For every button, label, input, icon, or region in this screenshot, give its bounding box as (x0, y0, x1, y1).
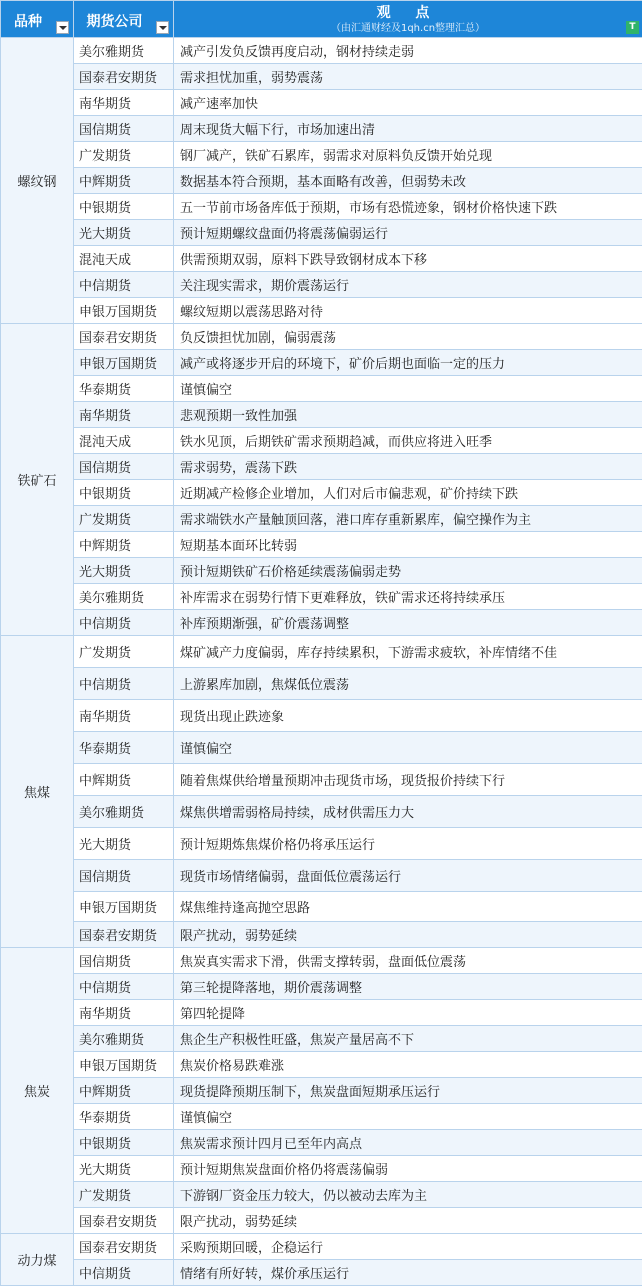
company-cell: 混沌天成 (74, 428, 174, 454)
opinion-cell: 情绪有所好转，煤价承压运行 (174, 1260, 642, 1286)
company-cell: 南华期货 (74, 700, 174, 732)
company-cell: 中辉期货 (74, 532, 174, 558)
table-row (1, 480, 642, 506)
opinion-cell: 焦炭真实需求下滑，供需支撑转弱，盘面低位震荡 (174, 948, 642, 974)
table-row (1, 90, 642, 116)
company-cell: 国泰君安期货 (74, 324, 174, 350)
table-row (1, 668, 642, 700)
company-cell: 申银万国期货 (74, 1052, 174, 1078)
company-cell: 美尔雅期货 (74, 38, 174, 64)
opinion-cell: 铁水见顶，后期铁矿需求预期趋减，而供应将进入旺季 (174, 428, 642, 454)
company-cell: 国信期货 (74, 948, 174, 974)
company-cell: 中辉期货 (74, 764, 174, 796)
header-category-label: 品种 (1, 11, 55, 31)
category-cell: 焦煤 (1, 636, 74, 948)
opinion-cell: 近期减产检修企业增加，人们对后市偏悲观，矿价持续下跌 (174, 480, 642, 506)
table-row (1, 948, 642, 974)
table-row (1, 1182, 642, 1208)
table-row (1, 584, 642, 610)
opinion-cell: 预计短期炼焦煤价格仍将承压运行 (174, 828, 642, 860)
header-row (1, 1, 642, 38)
opinion-cell: 煤焦供增需弱格局持续，成材供需压力大 (174, 796, 642, 828)
category-cell: 焦炭 (1, 948, 74, 1234)
company-cell: 广发期货 (74, 636, 174, 668)
company-cell: 光大期货 (74, 220, 174, 246)
table-row (1, 142, 642, 168)
opinion-cell: 预计短期铁矿石价格延续震荡偏弱走势 (174, 558, 642, 584)
table-row (1, 298, 642, 324)
company-cell: 中银期货 (74, 1130, 174, 1156)
opinion-cell: 谨慎偏空 (174, 732, 642, 764)
table-row (1, 636, 642, 668)
company-cell: 国泰君安期货 (74, 1234, 174, 1260)
table-row (1, 922, 642, 948)
company-cell: 申银万国期货 (74, 892, 174, 922)
opinion-cell: 周末现货大幅下行，市场加速出清 (174, 116, 642, 142)
company-cell: 中信期货 (74, 272, 174, 298)
company-cell: 华泰期货 (74, 376, 174, 402)
table-row (1, 892, 642, 922)
table-row (1, 974, 642, 1000)
opinion-cell: 五一节前市场备库低于预期，市场有恐慌迹象，钢材价格快速下跌 (174, 194, 642, 220)
opinion-cell: 采购预期回暖，企稳运行 (174, 1234, 642, 1260)
opinion-cell: 需求担忧加重，弱势震荡 (174, 64, 642, 90)
opinion-cell: 钢厂减产，铁矿石累库，弱需求对原料负反馈开始兑现 (174, 142, 642, 168)
table-row (1, 532, 642, 558)
opinion-cell: 供需预期双弱，原料下跌导致钢材成本下移 (174, 246, 642, 272)
table-row (1, 272, 642, 298)
opinion-cell: 现货出现止跌迹象 (174, 700, 642, 732)
category-cell: 动力煤 (1, 1234, 74, 1286)
company-cell: 光大期货 (74, 558, 174, 584)
company-cell: 广发期货 (74, 1182, 174, 1208)
table-row (1, 1104, 642, 1130)
company-cell: 中信期货 (74, 1260, 174, 1286)
company-cell: 中信期货 (74, 668, 174, 700)
table-body (1, 38, 642, 1286)
company-cell: 国信期货 (74, 116, 174, 142)
opinion-cell: 需求弱势，震荡下跌 (174, 454, 642, 480)
filter-dropdown-icon[interactable] (156, 21, 169, 34)
opinion-cell: 数据基本符合预期，基本面略有改善，但弱势未改 (174, 168, 642, 194)
table-row (1, 700, 642, 732)
table-row (1, 38, 642, 64)
opinion-cell: 现货提降预期压制下，焦炭盘面短期承压运行 (174, 1078, 642, 1104)
opinion-cell: 谨慎偏空 (174, 376, 642, 402)
table-row (1, 376, 642, 402)
table-row (1, 558, 642, 584)
table-row (1, 454, 642, 480)
table-row (1, 116, 642, 142)
company-cell: 中信期货 (74, 974, 174, 1000)
table-row (1, 194, 642, 220)
opinion-cell: 螺纹短期以震荡思路对待 (174, 298, 642, 324)
table-row (1, 246, 642, 272)
opinion-cell: 短期基本面环比转弱 (174, 532, 642, 558)
opinion-cell: 悲观预期一致性加强 (174, 402, 642, 428)
company-cell: 申银万国期货 (74, 298, 174, 324)
category-cell: 铁矿石 (1, 324, 74, 636)
opinion-cell: 负反馈担忧加剧，偏弱震荡 (174, 324, 642, 350)
table-row (1, 1156, 642, 1182)
company-cell: 南华期货 (74, 402, 174, 428)
company-cell: 国泰君安期货 (74, 1208, 174, 1234)
table-row (1, 764, 642, 796)
table-row (1, 324, 642, 350)
opinion-cell: 减产速率加快 (174, 90, 642, 116)
table-row (1, 1208, 642, 1234)
header-category (1, 1, 74, 38)
company-cell: 中信期货 (74, 610, 174, 636)
opinion-cell: 现货市场情绪偏弱，盘面低位震荡运行 (174, 860, 642, 892)
opinion-cell: 下游钢厂资金压力较大，仍以被动去库为主 (174, 1182, 642, 1208)
opinion-cell: 限产扰动，弱势延续 (174, 922, 642, 948)
company-cell: 广发期货 (74, 142, 174, 168)
table-row (1, 1130, 642, 1156)
filter-text-icon[interactable]: T (626, 21, 639, 34)
table-row (1, 1026, 642, 1052)
table-row (1, 828, 642, 860)
table-row (1, 220, 642, 246)
header-opinion-title: 观 点 (377, 5, 440, 21)
table-row (1, 610, 642, 636)
company-cell: 中银期货 (74, 194, 174, 220)
company-cell: 混沌天成 (74, 246, 174, 272)
company-cell: 华泰期货 (74, 732, 174, 764)
table-row (1, 732, 642, 764)
table-row (1, 428, 642, 454)
company-cell: 国泰君安期货 (74, 922, 174, 948)
company-cell: 国信期货 (74, 454, 174, 480)
header-opinion-subtitle: （由汇通财经及1qh.cn整理汇总） (331, 23, 485, 34)
table-row (1, 402, 642, 428)
opinion-cell: 减产引发负反馈再度启动，钢材持续走弱 (174, 38, 642, 64)
table-row (1, 796, 642, 828)
company-cell: 南华期货 (74, 90, 174, 116)
opinion-cell: 焦炭价格易跌难涨 (174, 1052, 642, 1078)
company-cell: 美尔雅期货 (74, 1026, 174, 1052)
opinion-cell: 谨慎偏空 (174, 1104, 642, 1130)
opinion-cell: 焦企生产积极性旺盛，焦炭产量居高不下 (174, 1026, 642, 1052)
opinion-cell: 第三轮提降落地，期价震荡调整 (174, 974, 642, 1000)
company-cell: 美尔雅期货 (74, 796, 174, 828)
opinion-cell: 限产扰动，弱势延续 (174, 1208, 642, 1234)
company-cell: 国信期货 (74, 860, 174, 892)
company-cell: 南华期货 (74, 1000, 174, 1026)
company-cell: 中辉期货 (74, 168, 174, 194)
company-cell: 光大期货 (74, 828, 174, 860)
table-row (1, 350, 642, 376)
opinion-cell: 焦炭需求预计四月已至年内高点 (174, 1130, 642, 1156)
opinion-cell: 煤矿减产力度偏弱，库存持续累积，下游需求疲软，补库情绪不佳 (174, 636, 642, 668)
filter-dropdown-icon[interactable] (56, 21, 69, 34)
opinion-cell: 煤焦维持逢高抛空思路 (174, 892, 642, 922)
header-opinion (174, 1, 642, 38)
header-company-label: 期货公司 (74, 11, 155, 31)
company-cell: 中银期货 (74, 480, 174, 506)
opinion-cell: 上游累库加剧，焦煤低位震荡 (174, 668, 642, 700)
table-row (1, 168, 642, 194)
table-row (1, 860, 642, 892)
company-cell: 美尔雅期货 (74, 584, 174, 610)
opinion-cell: 补库需求在弱势行情下更难释放，铁矿需求还将持续承压 (174, 584, 642, 610)
opinion-cell: 预计短期螺纹盘面仍将震荡偏弱运行 (174, 220, 642, 246)
table-row (1, 1052, 642, 1078)
opinion-cell: 第四轮提降 (174, 1000, 642, 1026)
company-cell: 光大期货 (74, 1156, 174, 1182)
company-cell: 华泰期货 (74, 1104, 174, 1130)
company-cell: 申银万国期货 (74, 350, 174, 376)
opinion-cell: 预计短期焦炭盘面价格仍将震荡偏弱 (174, 1156, 642, 1182)
opinion-cell: 需求端铁水产量触顶回落，港口库存重新累库，偏空操作为主 (174, 506, 642, 532)
table-row (1, 1234, 642, 1260)
table-row (1, 1078, 642, 1104)
company-cell: 广发期货 (74, 506, 174, 532)
opinion-cell: 补库预期渐强，矿价震荡调整 (174, 610, 642, 636)
company-cell: 中辉期货 (74, 1078, 174, 1104)
table-row (1, 1000, 642, 1026)
opinion-cell: 随着焦煤供给增量预期冲击现货市场，现货报价持续下行 (174, 764, 642, 796)
table-row (1, 64, 642, 90)
table-row (1, 506, 642, 532)
header-company (74, 1, 174, 38)
opinion-cell: 关注现实需求，期价震荡运行 (174, 272, 642, 298)
opinion-cell: 减产或将逐步开启的环境下，矿价后期也面临一定的压力 (174, 350, 642, 376)
category-cell: 螺纹钢 (1, 38, 74, 324)
company-cell: 国泰君安期货 (74, 64, 174, 90)
